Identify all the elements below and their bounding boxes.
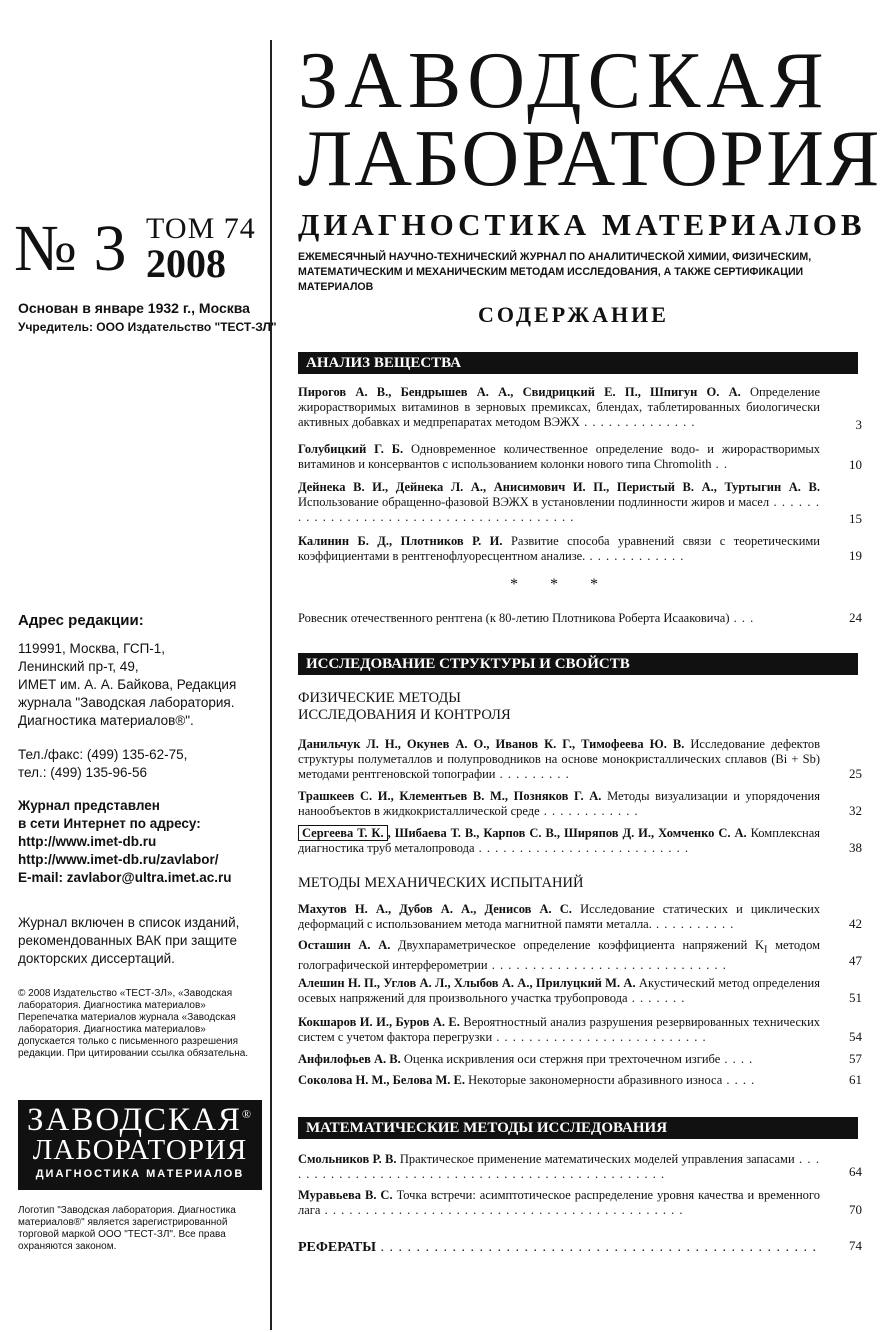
subsection-title: ФИЗИЧЕСКИЕ МЕТОДЫ [298, 690, 461, 706]
toc-entry[interactable]: Муравьева В. С. Точка встречи: асимптотическое распределение уровня качества и временного лага . . . . . . . . . . . . . . . . . . . . . . . . . . . . . . . . . . . . . . . . . . . . [298, 1188, 821, 1217]
issue-number: № 3 [14, 212, 127, 285]
page-number: 24 [849, 610, 862, 625]
toc-entry[interactable]: Махутов Н. А., Дубов А. А., Денисов А. С. Исследование статических и циклических деформаций с использованием метода магнитной памяти металла. . . . . . . . . . . [298, 902, 821, 931]
entry-title-rest: методом голографической интерферометрии [298, 938, 821, 972]
web-title-line: в сети Интернет по адресу: [18, 816, 201, 831]
founded-line: Основан в январе 1932 г., Москва [18, 300, 250, 316]
website-link[interactable]: http://www.imet-db.ru [18, 834, 157, 849]
address-block [18, 640, 263, 730]
entry-title: Оценка искривления оси стержня при трехточечном изгибе [403, 1052, 721, 1066]
subsection-title: МЕТОДЫ МЕХАНИЧЕСКИХ ИСПЫТАНИЙ [298, 875, 584, 891]
page-number: 10 [849, 457, 862, 472]
toc-entry[interactable]: Дейнека В. И., Дейнека Л. А., Анисимович И. П., Перистый В. А., Туртыгин А. В. Использование обращенно-фазовой ВЭЖХ в установлении подлинности жиров и масел . . . . . . . . . . . . . . . . . . . . . . . . . . . . . . . . . . . . . . . . [298, 480, 820, 524]
entry-authors: Кокшаров И. И., Буров А. Е. [298, 1015, 460, 1029]
page-number: 64 [849, 1164, 862, 1179]
logo-line1: ЗАВОДСКАЯ® [26, 1102, 254, 1138]
masthead-subtitle: ДИАГНОСТИКА МАТЕРИАЛОВ [298, 207, 866, 242]
contents-title: СОДЕРЖАНИЕ [478, 302, 669, 327]
entry-title: Одновременное количественное определение водо- и жирорастворимых витаминов и консервантов с использованием колонки нового типа Chromolith [298, 442, 820, 471]
toc-entry[interactable]: Осташин А. А. Двухпараметрическое определение коэффициента напряжений $K_I$ методом голографической интерферометрии . . . . . . . . . . . . . . . . . . . . . . . . . . . . . [298, 938, 821, 972]
section-header-math: МАТЕМАТИЧЕСКИЕ МЕТОДЫ ИССЛЕДОВАНИЯ [298, 1117, 858, 1139]
address-line: ИМЕТ им. А. А. Байкова, Редакция [18, 677, 237, 692]
toc-entry[interactable]: Алешин Н. П., Углов А. Л., Хлыбов А. А., Прилуцкий М. А. Акустический метод определения осевых напряжений для произвольного участка трубопровода . . . . . . . [298, 976, 820, 1005]
founder-line: Учредитель: ООО Издательство "ТЕСТ-ЗЛ" [18, 320, 277, 334]
entry-authors: Смольников Р. В. [298, 1152, 397, 1166]
issue-year: 2008 [146, 241, 226, 286]
phone-line: Тел./факс: (499) 135-62-75, [18, 747, 188, 762]
entry-authors: Голубицкий Г. Б. [298, 442, 404, 456]
address-line: журнала "Заводская лаборатория. [18, 695, 235, 710]
web-title-line: Журнал представлен [18, 798, 160, 813]
column-divider [270, 40, 272, 1330]
web-block [18, 797, 263, 887]
subscript: I [763, 944, 768, 956]
entry-authors: Пирогов А. В., Бендрышев А. А., Свидрицкий Е. П., Шпигун О. А. [298, 385, 741, 399]
journal-logo [18, 1100, 262, 1190]
page-number: 74 [849, 1238, 862, 1253]
boxed-author: Сергеева Т. К. [298, 825, 388, 841]
entry-title: Методы визуализации и упорядочения нанообъектов в жидкокристаллической среде [298, 789, 820, 818]
entry-title: Определение жирорастворимых витаминов в зерновых премиксах, блендах, таблетированных биологически активных добавках и медпрепаратах методом ВЭЖХ [298, 385, 820, 429]
phone-line: тел.: (499) 135-96-56 [18, 765, 148, 780]
abstracts-label: РЕФЕРАТЫ [298, 1240, 376, 1255]
entry-title: Развитие способа уравнений связи с теоретическими коэффициентами в рентгенофлуоресцентном анализе. [298, 534, 820, 563]
entry-authors: , Шибаева Т. В., Карпов С. В., Ширяпов Д. И., Хомченко С. А. [387, 826, 747, 840]
address-title: Адрес редакции: [18, 612, 144, 629]
entry-authors: Муравьева В. С. [298, 1188, 393, 1202]
masthead-line2: ЛАБОРАТОРИЯ [298, 115, 882, 203]
toc-entry[interactable]: Данильчук Л. Н., Окунев А. О., Иванов К. Г., Тимофеева Ю. В. Исследование дефектов структуры полуметаллов и полупроводников на основе монокристаллических сплавов (Bi + Sb) методами рентгеновской топографии . . . . . . . . . [298, 737, 821, 781]
masthead-line1: ЗАВОДСКАЯ [298, 37, 830, 125]
toc-entry[interactable]: Пирогов А. В., Бендрышев А. А., Свидрицкий Е. П., Шпигун О. А. Определение жирорастворимых витаминов в зерновых премиксах, блендах, таблетированных биологически активных добавках и медпрепаратах методом ВЭЖХ . . . . . . . . . . . . . . [298, 385, 820, 429]
entry-authors: Дейнека В. И., Дейнека Л. А., Анисимович И. П., Перистый В. А., Туртыгин А. В. [298, 480, 820, 494]
entry-title: Комплексная диагностика труб металопровода [298, 826, 820, 855]
page-number: 51 [849, 990, 862, 1005]
copyright-note: © 2008 Издательство «ТЕСТ-ЗЛ», «Заводская лаборатория. Диагностика материалов» Перепечатка материалов журнала «Заводская лаборатория. Диагностика материалов» допускается только с письменного разрешения редакции. При цитировании ссылка обязательна. [18, 988, 249, 1059]
page-number: 32 [849, 803, 862, 818]
entry-authors: Данильчук Л. Н., Окунев А. О., Иванов К. Г., Тимофеева Ю. В. [298, 737, 685, 751]
section-header-structure: ИССЛЕДОВАНИЕ СТРУКТУРЫ И СВОЙСТВ [298, 653, 858, 675]
entry-title: Ровесник отечественного рентгена (к 80-летию Плотникова Роберта Исааковича) [298, 611, 730, 625]
address-line: Диагностика материалов®". [18, 713, 194, 728]
toc-entry[interactable]: Соколова Н. М., Белова М. Е. Некоторые закономерности абразивного износа . . . . [298, 1073, 756, 1087]
page-number: 25 [849, 766, 862, 781]
page-number: 70 [849, 1202, 862, 1217]
entry-title: Акустический метод определения осевых напряжений для произвольного участка трубопровода [298, 976, 820, 1005]
address-line: 119991, Москва, ГСП-1, [18, 641, 166, 656]
page-number: 38 [849, 840, 862, 855]
toc-entry[interactable]: Калинин Б. Д., Плотников Р. И. Развитие способа уравнений связи с теоретическими коэффициентами в рентгенофлуоресцентном анализе. . . . . . . . . . . . . [298, 534, 820, 563]
abstracts-entry[interactable]: РЕФЕРАТЫ . . . . . . . . . . . . . . . . . . . . . . . . . . . . . . . . . . . . . . . . . . . . . . . . . [298, 1240, 817, 1255]
address-line: Ленинский пр-т, 49, [18, 659, 139, 674]
logo-line2: ЛАБОРАТОРИЯ [32, 1134, 248, 1166]
logo-note: Логотип "Заводская лаборатория. Диагностика материалов®" является зарегистрированной торговой маркой ООО "ТЕСТ-ЗЛ". Все права охраняются законом. [18, 1205, 236, 1252]
entry-authors: Трашкеев С. И., Клементьев В. М., Позняков Г. А. [298, 789, 602, 803]
entry-title: Вероятностный анализ разрушения резервированных технических систем с учетом фактора перегрузки [298, 1015, 821, 1044]
journal-description: ЕЖЕМЕСЯЧНЫЙ НАУЧНО-ТЕХНИЧЕСКИЙ ЖУРНАЛ ПО АНАЛИТИЧЕСКОЙ ХИМИИ, ФИЗИЧЕСКИМ, МАТЕМАТИЧЕСКИМ И МЕХАНИЧЕСКИМ МЕТОДАМ ИССЛЕДОВАНИЯ, А ТАКЖЕ СЕРТИФИКАЦИИ МАТЕРИАЛОВ [298, 251, 812, 293]
toc-entry[interactable]: Анфилофьев А. В. Оценка искривления оси стержня при трехточечном изгибе . . . . [298, 1052, 754, 1066]
toc-entry[interactable]: Кокшаров И. И., Буров А. Е. Вероятностный анализ разрушения резервированных технических систем с учетом фактора перегрузки . . . . . . . . . . . . . . . . . . . . . . . . . . [298, 1015, 821, 1044]
toc-entry[interactable]: Сергеева Т. К. , Шибаева Т. В., Карпов С. В., Ширяпов Д. И., Хомченко С. А. Комплексная диагностика труб металопровода . . . . . . . . . . . . . . . . . . . . . . . . . . [298, 826, 820, 855]
page-number: 15 [849, 511, 862, 526]
subsection-title: ИССЛЕДОВАНИЯ И КОНТРОЛЯ [298, 707, 511, 723]
page-number: 54 [849, 1029, 862, 1044]
page-number: 42 [849, 916, 862, 931]
entry-title: Точка встречи: асимптотическое распределение уровня качества и временного лага [298, 1188, 821, 1217]
page-number: 3 [855, 417, 862, 432]
volume-label: ТОМ 74 [146, 212, 256, 245]
entry-title: Использование обращенно-фазовой ВЭЖХ в установлении подлинности жиров и масел [298, 495, 770, 509]
entry-title: Некоторые закономерности абразивного износа [468, 1073, 723, 1087]
phone-block [18, 746, 263, 782]
website-link[interactable]: http://www.imet-db.ru/zavlabor/ [18, 852, 219, 867]
email-link[interactable]: E-mail: zavlabor@ultra.imet.ac.ru [18, 870, 232, 885]
entry-authors: Калинин Б. Д., Плотников Р. И. [298, 534, 503, 548]
entry-authors: Соколова Н. М., Белова М. Е. [298, 1073, 466, 1087]
page-number: 19 [849, 548, 862, 563]
entry-authors: Алешин Н. П., Углов А. Л., Хлыбов А. А., Прилуцкий М. А. [298, 976, 636, 990]
entry-title: Практическое применение математических моделей управления запасами [399, 1152, 795, 1166]
page-number: 47 [849, 953, 862, 968]
entry-title: Исследование дефектов структуры полуметаллов и полупроводников на основе монокристаллических сплавов (Bi + Sb) методами рентгеновской топографии [298, 737, 821, 781]
toc-entry[interactable]: Смольников Р. В. Практическое применение математических моделей управления запасами . . . . . . . . . . . . . . . . . . . . . . . . . . . . . . . . . . . . . . . . . . . . . . . . [298, 1152, 821, 1181]
entry-authors: Осташин А. А. [298, 938, 391, 952]
toc-entry[interactable]: Ровесник отечественного рентгена (к 80-летию Плотникова Роберта Исааковича) . . . [298, 611, 755, 625]
section-header-analysis: АНАЛИЗ ВЕЩЕСТВА [298, 352, 858, 374]
entry-authors: Махутов Н. А., Дубов А. А., Денисов А. С. [298, 902, 572, 916]
entry-title: Исследование статических и циклических деформаций с использованием метода магнитной памяти металла. [298, 902, 821, 931]
entry-title: Двухпараметрическое определение коэффициента напряжений K [398, 938, 764, 952]
page-number: 61 [849, 1072, 862, 1087]
toc-entry[interactable]: Голубицкий Г. Б. Одновременное количественное определение водо- и жирорастворимых витаминов и консервантов с использованием колонки нового типа Chromolith . . [298, 442, 820, 471]
toc-entry[interactable]: Трашкеев С. И., Клементьев В. М., Позняков Г. А. Методы визуализации и упорядочения нанообъектов в жидкокристаллической среде . . . . . . . . . . . . [298, 789, 820, 818]
page-number: 57 [849, 1051, 862, 1066]
logo-line3: ДИАГНОСТИКА МАТЕРИАЛОВ [35, 1168, 245, 1180]
entry-authors: Анфилофьев А. В. [298, 1052, 401, 1066]
vak-note: Журнал включен в список изданий, рекомендованных ВАК при защите докторских диссертаций. [18, 915, 240, 966]
separator-stars: * * * [510, 576, 612, 593]
